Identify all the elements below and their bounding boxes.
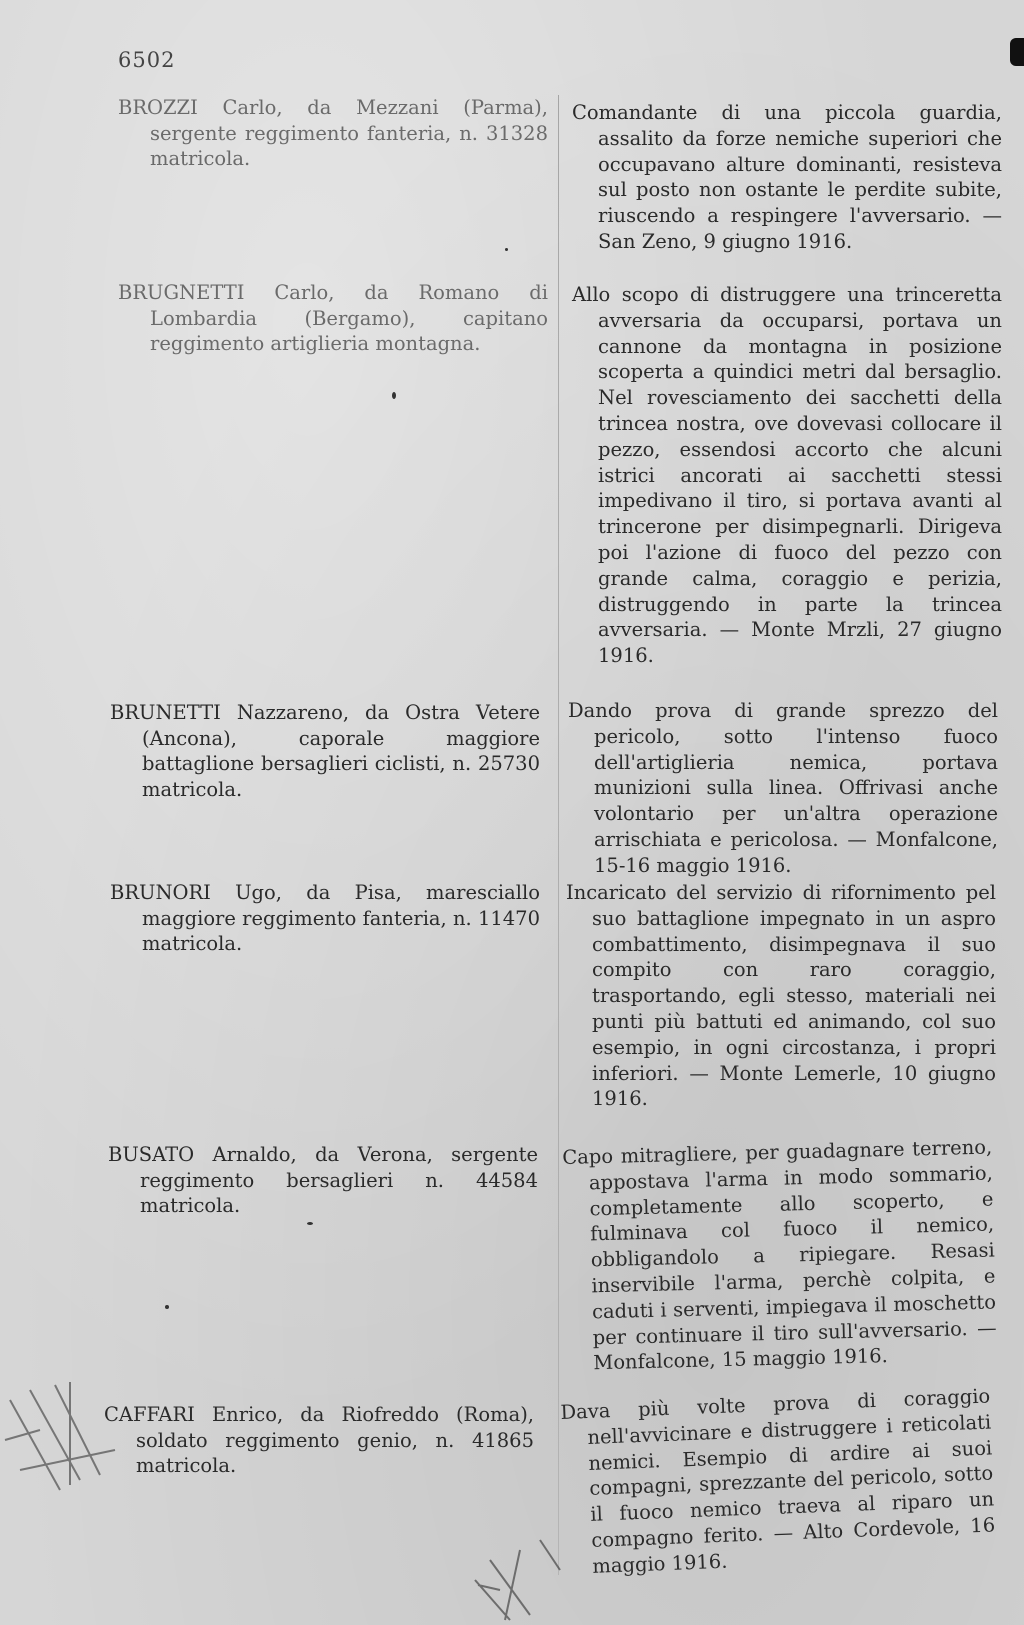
left-entry-busato [108,1142,538,1219]
left-entry-brunori [110,880,540,957]
right-entry-brugnetti [572,282,1002,669]
corner-mark [1010,38,1024,66]
ink-speck [505,248,508,251]
right-entry-brunetti [568,698,998,879]
right-entry-brunori [566,880,996,1112]
left-entry-brozzi [118,95,548,172]
entry-name-text: BRUNETTI Nazzareno, da Ostra Vetere (Ancona), caporale maggiore battaglione bersaglieri ciclisti, n. 25730 matricola. [110,701,540,801]
left-entry-brunetti [110,700,540,802]
entry-motivation-text: Comandante di una piccola guardia, assalito da forze nemiche superiori che occupavano alture dominanti, resisteva sul posto non ostante le perdite subite, riuscendo a respingere l'avversario. — San Zeno, 9 giugno 1916. [572,101,1002,253]
pencil-scribble-icon [470,1530,580,1625]
pencil-scribble-icon [0,1380,130,1500]
entry-motivation-text: Capo mitragliere, per guadagnare terreno, appostava l'arma in modo sommario, completamente allo scoperto, e fulminava col fuoco il nemico, obbligandolo a ripiegare. Resasi inservibile l'arma, perchè colpita, e caduti i serventi, impiegava il moschetto per continuare il tiro sull'avversario. — Monfalcone, 15 maggio 1916. [562,1135,997,1375]
left-entry-caffari [104,1402,534,1479]
entry-motivation-text: Incaricato del servizio di rifornimento pel suo battaglione impegnato in un aspro combattimento, disimpegnava il suo compito con raro coraggio, trasportando, egli stesso, materiali nei punti più battuti ed animando, col suo esempio, in ogni circostanza, i propri inferiori. — Monte Lemerle, 10 giugno 1916. [566,881,996,1111]
ink-speck [307,1222,313,1225]
entry-motivation-text: Dava più volte prova di coraggio nell'avvicinare e distruggere i reticolati nemici. Esempio di ardire ai suoi compagni, sprezzante del pericolo, sotto il fuoco nemico traeva al riparo un compagno ferito. — Alto Cordevole, 16 maggio 1916. [560,1384,996,1578]
right-entry-caffari [560,1383,997,1580]
right-entry-busato [562,1134,998,1377]
entry-name-text: BRUNORI Ugo, da Pisa, maresciallo maggiore reggimento fanteria, n. 11470 matricola. [110,881,540,955]
right-entry-brozzi [572,100,1002,255]
entry-name-text: BRUGNETTI Carlo, da Romano di Lombardia (Bergamo), capitano reggimento artiglieria montagna. [118,281,548,355]
entry-name-text: CAFFARI Enrico, da Riofreddo (Roma), soldato reggimento genio, n. 41865 matricola. [104,1403,534,1477]
left-entry-brugnetti [118,280,548,357]
ink-speck [165,1305,169,1309]
entry-name-text: BROZZI Carlo, da Mezzani (Parma), sergente reggimento fanteria, n. 31328 matricola. [118,96,548,170]
entry-name-text: BUSATO Arnaldo, da Verona, sergente reggimento bersaglieri n. 44584 matricola. [108,1143,538,1217]
page-number: 6502 [118,48,176,72]
ink-speck [392,392,396,399]
entry-motivation-text: Dando prova di grande sprezzo del pericolo, sotto l'intenso fuoco dell'artiglieria nemica, portava munizioni sulla linea. Offrivasi anche volontario per un'altra operazione arrischiata e pericolosa. — Monfalcone, 15-16 maggio 1916. [568,699,998,877]
entry-motivation-text: Allo scopo di distruggere una trinceretta avversaria da occuparsi, portava un cannone da montagna in posizione scoperta a quindici metri dal bersaglio. Nel rovesciamento dei sacchetti della trincea nostra, ove dovevasi collocare il pezzo, essendosi accorto che alcuni istrici ancorati ai sacchetti stessi impedivano il tiro, si portava avanti al trincerone per disimpegnarli. Dirigeva poi l'azione di fuoco del pezzo con grande calma, coraggio e perizia, distruggendo in parte la trincea avversaria. — Monte Mrzli, 27 giugno 1916. [572,283,1002,668]
column-divider [558,95,559,1575]
